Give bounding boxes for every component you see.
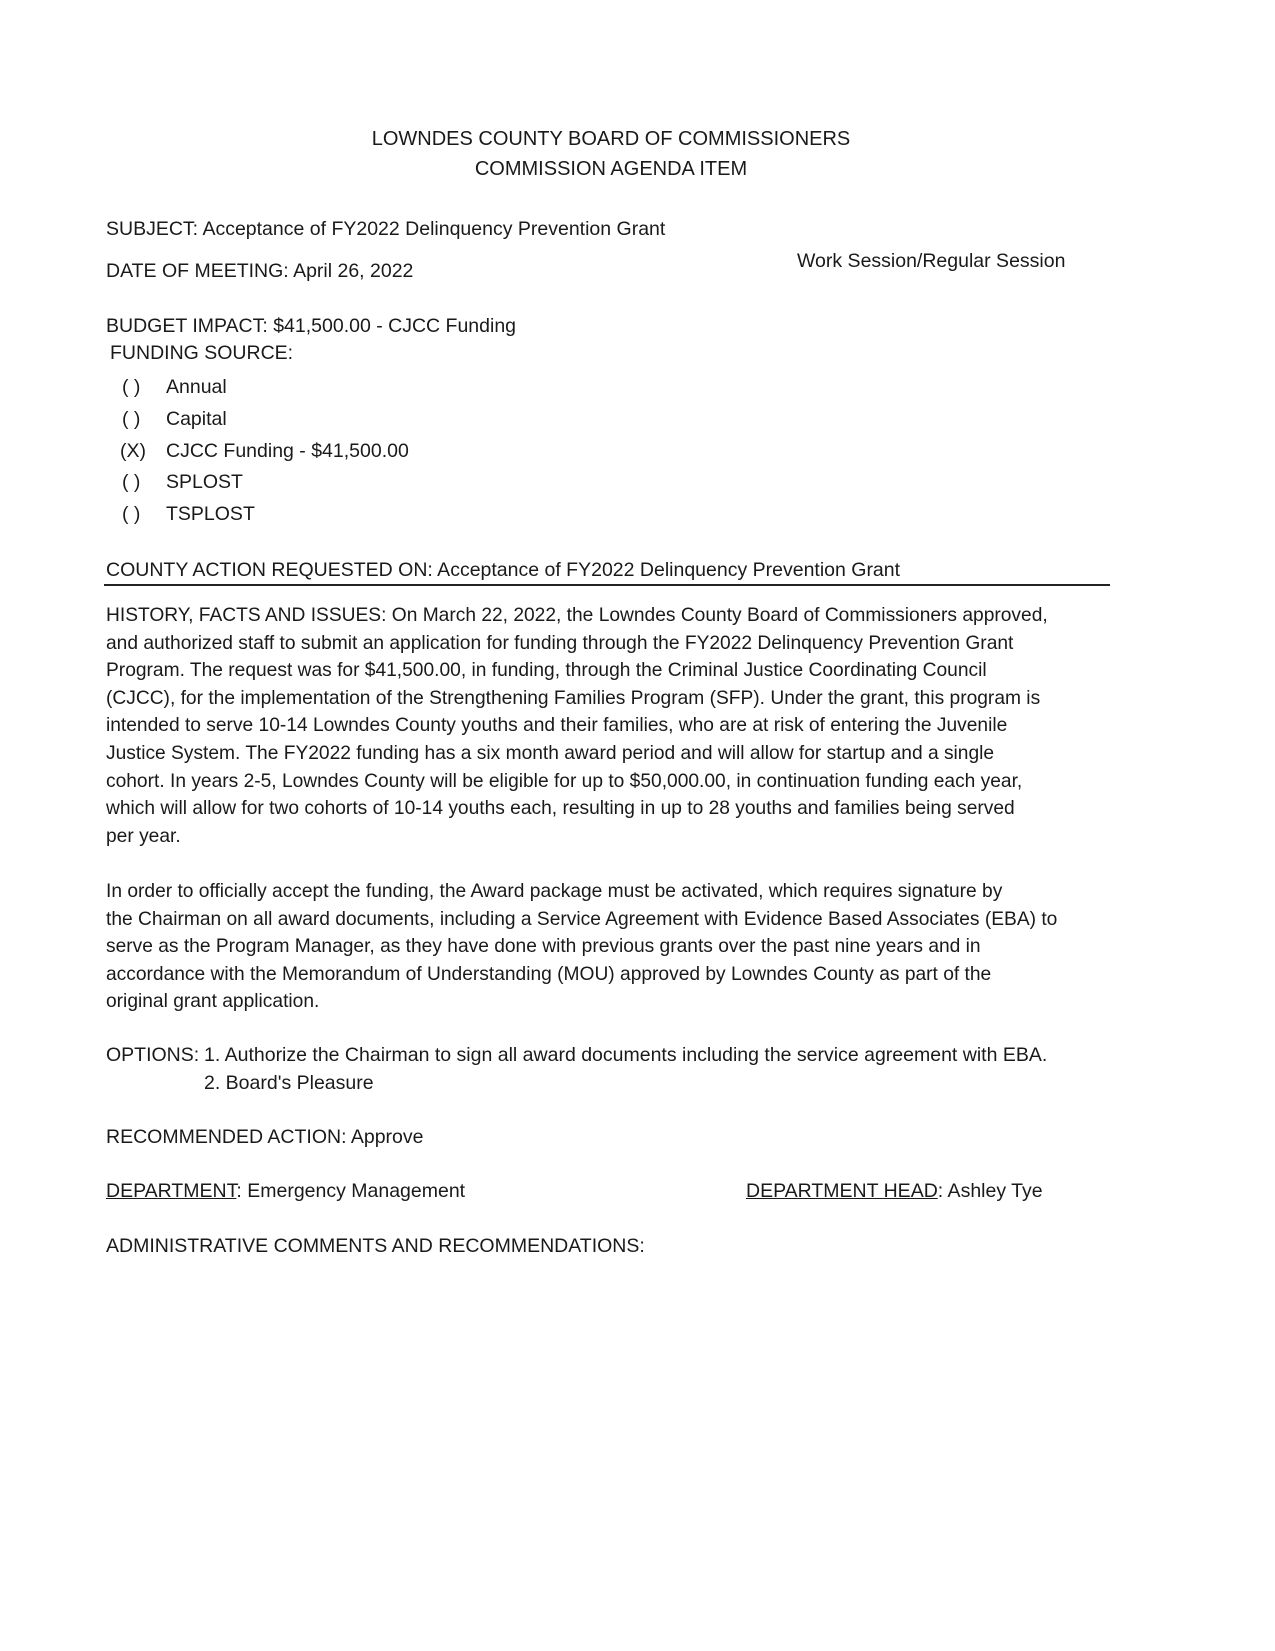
funding-source-item: [122, 376, 227, 399]
options-label: OPTIONS:: [106, 1044, 200, 1066]
funding-source-label-text: CJCC Funding - $41,500.00: [166, 440, 409, 462]
header-subtitle: COMMISSION AGENDA ITEM: [474, 158, 748, 180]
checkbox-mark: ( ): [122, 503, 141, 525]
acceptance-paragraph: In order to officially accept the funding, the Award package must be activated, which requires signature by the Chairman on all award documents, including a Service Agreement with Evidence Based Associates (EBA) to serve as the Program Manager, as they have done with previous grants over the past nine years and in accordance with the Memorandum of Understanding (MOU) approved by Lowndes County as part of the original grant application.: [106, 881, 1058, 1013]
department-head-label: DEPARTMENT HEAD: [746, 1180, 938, 1202]
date-of-meeting: DATE OF MEETING: April 26, 2022: [106, 260, 414, 282]
department-value: : Emergency Management: [236, 1180, 466, 1202]
checkbox-mark: (X): [120, 440, 146, 462]
funding-source-item: [122, 503, 255, 526]
session-type: Work Session/Regular Session: [797, 250, 1066, 272]
department-head-value: : Ashley Tye: [937, 1180, 1043, 1202]
admin-comments: ADMINISTRATIVE COMMENTS AND RECOMMENDATIONS:: [106, 1235, 645, 1257]
subject: SUBJECT: Acceptance of FY2022 Delinquency Prevention Grant: [106, 218, 666, 240]
checkbox-mark: ( ): [122, 471, 141, 493]
checkbox-mark: ( ): [122, 408, 141, 430]
action-requested: COUNTY ACTION REQUESTED ON: Acceptance of FY2022 Delinquency Prevention Grant: [106, 559, 901, 581]
funding-source-item: [122, 471, 243, 494]
department-label: DEPARTMENT: [106, 1180, 237, 1202]
funding-source-label-text: TSPLOST: [166, 503, 255, 525]
option-item: 2. Board's Pleasure: [204, 1072, 374, 1094]
budget-impact: BUDGET IMPACT: $41,500.00 - CJCC Funding: [106, 315, 517, 337]
option-item: 1. Authorize the Chairman to sign all award documents including the service agreement with EBA.: [204, 1044, 1048, 1066]
header-title: LOWNDES COUNTY BOARD OF COMMISSIONERS: [371, 128, 851, 150]
funding-source-item: [120, 440, 409, 463]
divider: [104, 584, 1110, 586]
funding-source-label-text: SPLOST: [166, 471, 243, 493]
checkbox-mark: ( ): [122, 376, 141, 398]
funding-source-label-text: Annual: [166, 376, 227, 398]
recommended-action: RECOMMENDED ACTION: Approve: [106, 1126, 424, 1148]
department-head: [746, 1180, 1043, 1203]
department: [106, 1180, 465, 1203]
funding-source-label-text: Capital: [166, 408, 227, 430]
funding-source-label: FUNDING SOURCE:: [110, 342, 294, 364]
history-paragraph: HISTORY, FACTS AND ISSUES: On March 22, 2022, the Lowndes County Board of Commissioners approved, and authorized staff to submit an application for funding through the FY2022 Delinquency Prevention Grant Program. The request was for $41,500.00, in funding, through the Criminal Justice Coordinating Council (CJCC), for the implementation of the Strengthening Families Program (SFP). Under the grant, this program is intended to serve 10-14 Lowndes County youths and their families, who are at risk of entering the Juvenile Justice System. The FY2022 funding has a six month award period and will allow for startup and a single cohort. In years 2-5, Lowndes County will be eligible for up to $50,000.00, in continuation funding each year, which will allow for two cohorts of 10-14 youths each, resulting in up to 28 youths and families being served per year.: [106, 605, 1048, 847]
funding-source-item: [122, 408, 227, 431]
